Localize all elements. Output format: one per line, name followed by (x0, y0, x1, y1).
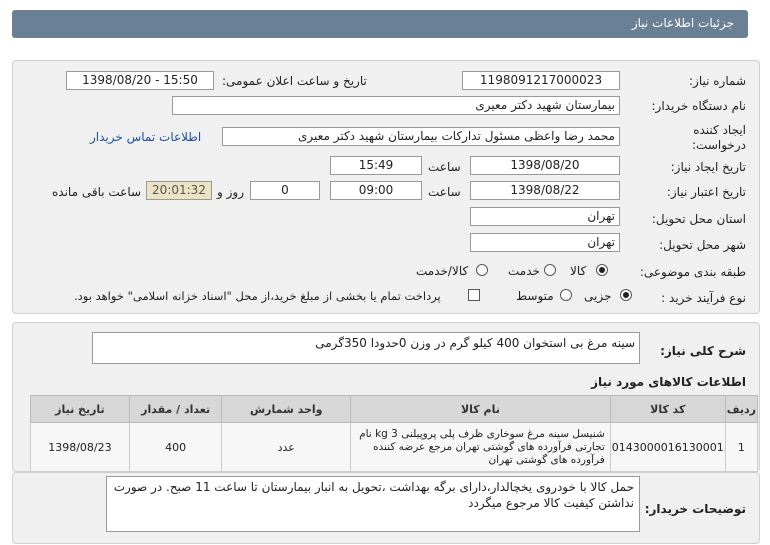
goods-section-title: اطلاعات کالاهای مورد نیاز (591, 375, 746, 389)
buyer-label: نام دستگاه خریدار: (651, 99, 746, 113)
col-row: ردیف (725, 396, 757, 423)
validity-date-field: 1398/08/22 (470, 181, 620, 200)
creator-field: محمد رضا واعظی مسئول تداركات بیمارستان شهید دکتر معیری (222, 127, 620, 146)
category-goods-radio[interactable] (596, 264, 608, 276)
col-name: نام کالا (351, 396, 611, 423)
table-row (31, 423, 758, 472)
category-goods-label: کالا (570, 264, 587, 278)
created-date-field: 1398/08/20 (470, 156, 620, 175)
notes-field: حمل کالا با خودروی یخچالدار،دارای برگه بهداشت ،تحویل به انبار بیمارستان تا ساعت 11 صبح. در صورت نداشتن کیفیت کالا مرجوع میگردد (106, 476, 640, 532)
remaining-label: ساعت باقی مانده (52, 185, 142, 199)
announce-label: تاریخ و ساعت اعلان عمومی: (222, 74, 367, 88)
process-partial-label: جزیی (584, 289, 612, 303)
validity-time-label: ساعت (428, 185, 461, 199)
remaining-time-field: 20:01:32 (146, 181, 212, 200)
created-time-field: 15:49 (330, 156, 422, 175)
category-label: طبقه بندی موضوعی: (639, 265, 746, 279)
validity-date-label: تاریخ اعتبار نیاز: (666, 185, 746, 199)
category-service-radio[interactable] (544, 264, 556, 276)
need-number-label: شماره نیاز: (689, 74, 746, 88)
page-header (12, 10, 748, 38)
process-partial-radio[interactable] (620, 289, 632, 301)
creator-label-1: ایجاد کننده (693, 123, 746, 137)
process-medium-radio[interactable] (560, 289, 572, 301)
col-date: تاریخ نیاز (31, 396, 130, 423)
creator-label-2: درخواست: (692, 138, 746, 152)
need-number-field: 1198091217000023 (462, 71, 620, 90)
days-label: روز و (217, 185, 244, 199)
contact-info-link[interactable]: اطلاعات تماس خریدار (90, 130, 202, 144)
validity-time-field: 09:00 (330, 181, 422, 200)
process-medium-label: متوسط (516, 289, 554, 303)
col-qty: تعداد / مقدار (129, 396, 222, 423)
col-unit: واحد شمارش (222, 396, 351, 423)
goods-table (30, 395, 758, 472)
treasury-payment-checkbox[interactable] (468, 289, 480, 301)
city-field: تهران (470, 233, 620, 252)
province-field: تهران (470, 207, 620, 226)
cell-code: 0143000016130001 (610, 423, 725, 472)
city-label: شهر محل تحویل: (659, 238, 746, 252)
category-service-label: خدمت (508, 264, 540, 278)
summary-field: سینه مرغ بی استخوان 400 کیلو گرم در وزن 0حدودا 350گرمی (92, 332, 640, 364)
page-title: جزئیات اطلاعات نیاز (631, 16, 734, 30)
days-field: 0 (250, 181, 320, 200)
category-both-radio[interactable] (476, 264, 488, 276)
cell-qty: 400 (129, 423, 222, 472)
province-label: استان محل تحویل: (651, 212, 746, 226)
category-both-label: کالا/خدمت (416, 264, 469, 278)
created-time-label: ساعت (428, 160, 461, 174)
announce-field: 1398/08/20 - 15:50 (66, 71, 214, 90)
buyer-field: بیمارستان شهید دکتر معیری (172, 96, 620, 115)
cell-unit: عدد (222, 423, 351, 472)
cell-date: 1398/08/23 (31, 423, 130, 472)
created-date-label: تاریخ ایجاد نیاز: (670, 160, 746, 174)
process-label: نوع فرآیند خرید : (661, 291, 746, 305)
col-code: کد کالا (610, 396, 725, 423)
summary-label: شرح کلی نیاز: (660, 344, 746, 358)
cell-row: 1 (725, 423, 757, 472)
notes-label: توضیحات خریدار: (644, 502, 746, 516)
treasury-payment-text: پرداخت تمام یا بخشی از مبلغ خرید،از محل "اسناد خزانه اسلامی" خواهد بود. (74, 289, 441, 303)
cell-name: شنیسل سینه مرغ سوخاری ظرف پلی پروپیلنی 3 kg نام تجارتی فرآورده های گوشتی تهران مرجع عرضه کننده فرآورده های گوشتی تهران (351, 423, 611, 472)
